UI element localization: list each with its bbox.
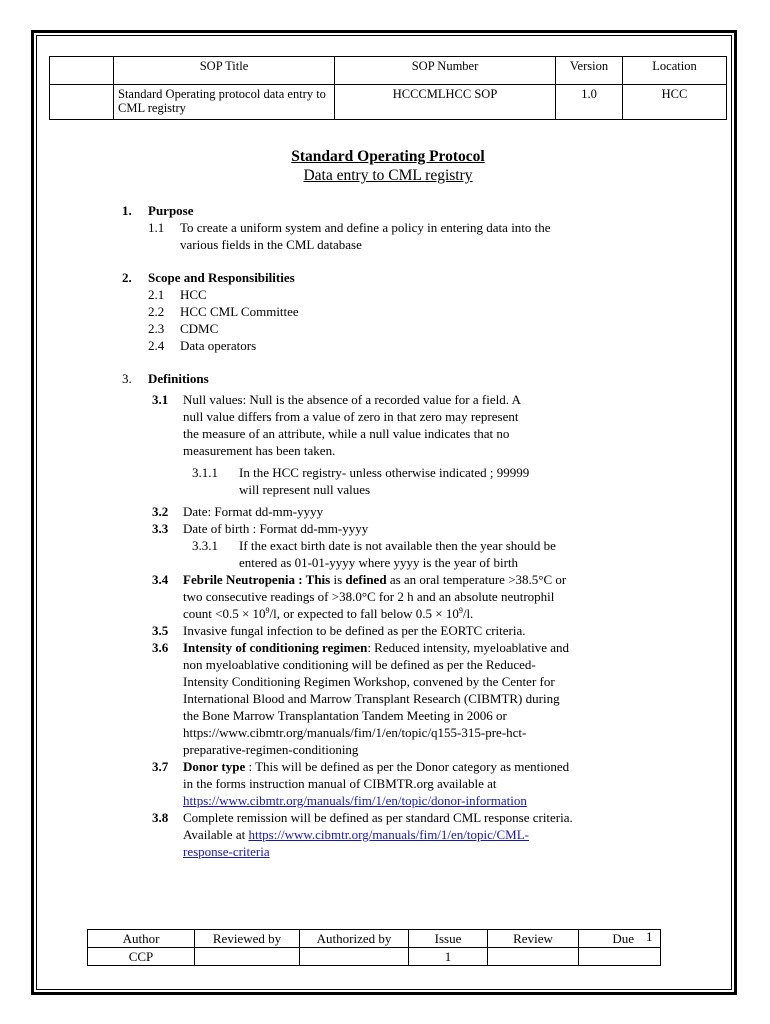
header-value-sop-number: HCCCMLHCC SOP xyxy=(335,85,556,120)
donor-information-link[interactable]: https://www.cibmtr.org/manuals/fim/1/en/topic/donor-information xyxy=(183,793,527,808)
scope-item: Data operators xyxy=(180,338,257,353)
item-number: 1.1 xyxy=(148,220,165,235)
footer-header-reviewed-by: Reviewed by xyxy=(195,930,300,948)
header-value-location: HCC xyxy=(623,85,727,120)
definition-text: Date: Format dd-mm-yyyy xyxy=(183,504,324,519)
purpose-text: To create a uniform system and define a policy in entering data into the xyxy=(180,220,551,235)
definition-text-fragment: count <0.5 × 10 xyxy=(183,606,266,621)
definition-text: non myeloablative conditioning will be defined as per the Reduced- xyxy=(183,657,536,672)
definition-text: International Blood and Marrow Transplant Research (CIBMTR) during xyxy=(183,691,560,706)
section-heading-definitions: Definitions xyxy=(148,371,209,386)
definition-term: Donor type xyxy=(183,759,246,774)
definition-text xyxy=(183,606,473,623)
item-number: 2.3 xyxy=(148,321,165,336)
cml-response-criteria-link[interactable]: https://www.cibmtr.org/manuals/fim/1/en/topic/CML- xyxy=(248,827,530,842)
definition-text: two consecutive readings of >38.0°C for 2 h and an absolute neutrophil xyxy=(183,589,555,604)
footer-header-issue: Issue xyxy=(409,930,488,948)
definition-number: 3.6 xyxy=(152,640,169,655)
definition-number: 3.3 xyxy=(152,521,169,536)
definition-text: Complete remission will be defined as per standard CML response criteria. xyxy=(183,810,573,825)
subitem-number: 3.3.1 xyxy=(192,538,218,553)
definition-number: 3.7 xyxy=(152,759,169,774)
definition-text: null value differs from a value of zero in that zero may represent xyxy=(183,409,519,424)
scope-item: HCC xyxy=(180,287,207,302)
header-col-location: Location xyxy=(623,57,727,85)
definition-text: Date of birth : Format dd-mm-yyyy xyxy=(183,521,369,536)
definition-text: In the HCC registry- unless otherwise indicated ; 99999 xyxy=(239,465,530,480)
footer-value-review xyxy=(488,948,579,966)
definition-term: defined xyxy=(345,572,387,587)
definition-text: the Bone Marrow Transplantation Tandem Meeting in 2006 or xyxy=(183,708,507,723)
definition-term: Intensity of conditioning regimen xyxy=(183,640,368,655)
definition-text-fragment: is xyxy=(330,572,346,587)
section-number: 3. xyxy=(122,371,132,386)
definition-number: 3.8 xyxy=(152,810,169,825)
definition-text: Intensity Conditioning Regimen Workshop, convened by the Center for xyxy=(183,674,555,689)
definition-term: Febrile Neutropenia : This xyxy=(183,572,331,587)
definition-number: 3.5 xyxy=(152,623,169,638)
definition-text: will represent null values xyxy=(239,482,371,497)
scope-item: CDMC xyxy=(180,321,219,336)
footer-header-review: Review xyxy=(488,930,579,948)
header-value-version: 1.0 xyxy=(556,85,623,120)
section-number: 1. xyxy=(122,203,132,218)
superscript: 9 xyxy=(265,606,270,615)
definition-text-fragment: : This will be defined as per the Donor category as mentioned xyxy=(245,759,570,774)
footer-header-due: Due xyxy=(579,930,661,948)
definition-text xyxy=(183,759,569,776)
footer-value-reviewed-by xyxy=(195,948,300,966)
document-subtitle: Data entry to CML registry xyxy=(303,167,473,184)
definition-text xyxy=(183,572,566,589)
definition-text-fragment: Available at xyxy=(183,827,249,842)
definition-text: If the exact birth date is not available then the year should be xyxy=(239,538,556,553)
item-number: 2.4 xyxy=(148,338,165,353)
document-title: Standard Operating Protocol xyxy=(291,148,485,165)
purpose-text: various fields in the CML database xyxy=(180,237,362,252)
footer-header-authorized-by: Authorized by xyxy=(300,930,409,948)
footer-header-author: Author xyxy=(88,930,195,948)
definition-text-fragment: /l. xyxy=(462,606,474,621)
definition-number: 3.1 xyxy=(152,392,169,407)
definition-text: measurement has been taken. xyxy=(183,443,336,458)
definition-text xyxy=(183,640,569,657)
item-number: 2.2 xyxy=(148,304,165,319)
header-col-version: Version xyxy=(556,57,623,85)
header-col-sop-number: SOP Number xyxy=(335,57,556,85)
footer-value-author: CCP xyxy=(88,948,195,966)
definition-text xyxy=(183,844,270,861)
definition-text: Invasive fungal infection to be defined as per the EORTC criteria. xyxy=(183,623,526,638)
subitem-number: 3.1.1 xyxy=(192,465,218,480)
cml-response-criteria-link[interactable]: response-criteria xyxy=(183,844,270,859)
definition-text-fragment: as an oral temperature >38.5°C or xyxy=(386,572,567,587)
definition-text: the measure of an attribute, while a null value indicates that no xyxy=(183,426,510,441)
definition-number: 3.4 xyxy=(152,572,169,587)
definition-number: 3.2 xyxy=(152,504,169,519)
superscript: 9 xyxy=(458,606,463,615)
definition-text: Null values: Null is the absence of a recorded value for a field. A xyxy=(183,392,521,407)
definition-url-text: https://www.cibmtr.org/manuals/fim/1/en/topic/q155-315-pre-hct- xyxy=(183,725,527,740)
definition-text: in the forms instruction manual of CIBMTR.org available at xyxy=(183,776,497,791)
scope-item: HCC CML Committee xyxy=(180,304,299,319)
definition-text xyxy=(183,793,527,810)
header-col-sop-title: SOP Title xyxy=(114,57,335,85)
footer-value-issue: 1 xyxy=(409,948,488,966)
footer-value-due xyxy=(579,948,661,966)
page-number: 1 xyxy=(646,929,653,944)
definition-text xyxy=(183,827,529,844)
definition-url-text: preparative-regimen-conditioning xyxy=(183,742,359,757)
section-heading-scope: Scope and Responsibilities xyxy=(148,270,295,285)
section-heading-purpose: Purpose xyxy=(148,203,194,218)
definition-text: entered as 01-01-yyyy where yyyy is the year of birth xyxy=(239,555,519,570)
header-value-sop-title: Standard Operating protocol data entry to CML registry xyxy=(114,85,335,120)
definition-text-fragment: : Reduced intensity, myeloablative and xyxy=(367,640,569,655)
item-number: 2.1 xyxy=(148,287,165,302)
approval-footer-table xyxy=(87,929,661,966)
footer-value-authorized-by xyxy=(300,948,409,966)
section-number: 2. xyxy=(122,270,132,285)
definition-text-fragment: /l, or expected to fall below 0.5 × 10 xyxy=(269,606,459,621)
